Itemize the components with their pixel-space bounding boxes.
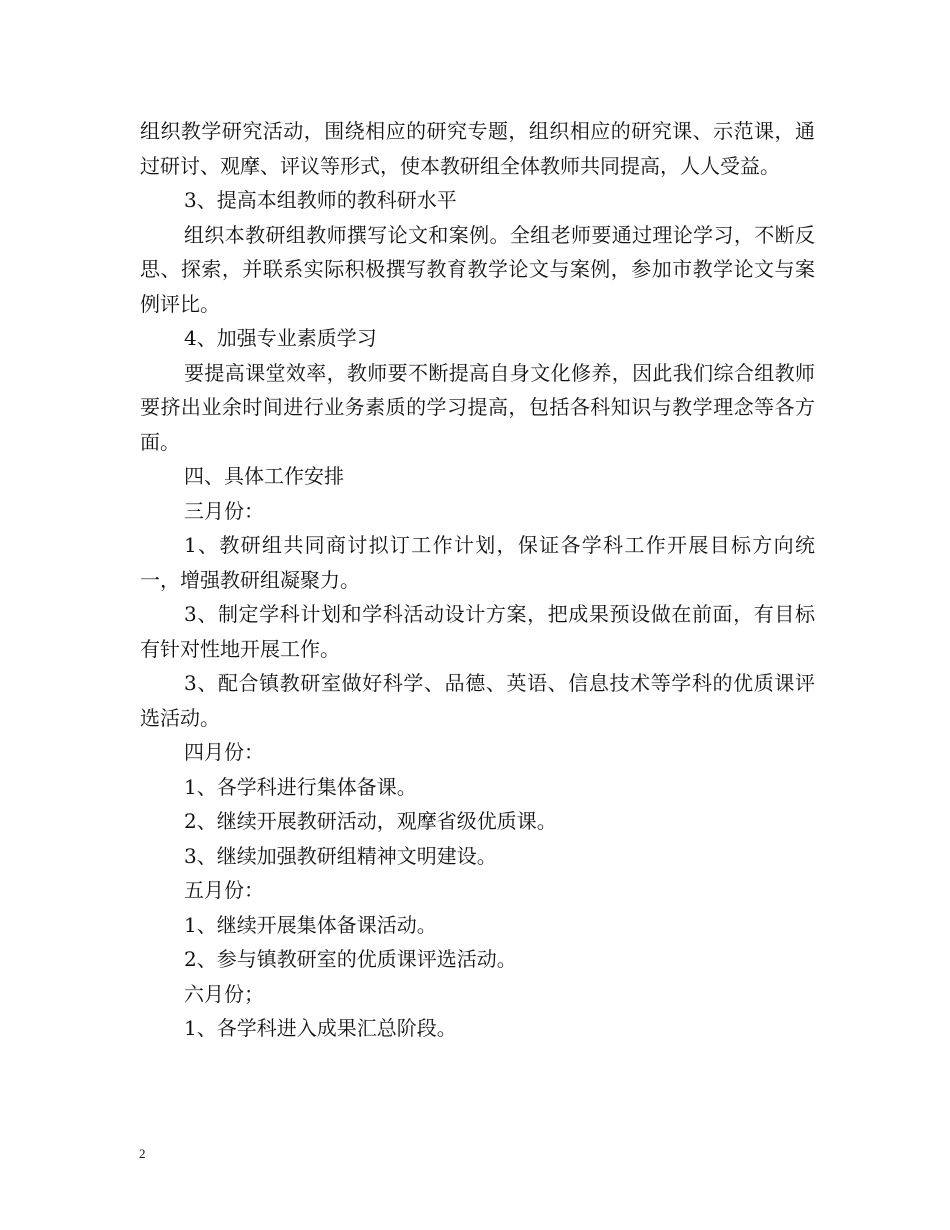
month-heading: 五月份： xyxy=(184,878,264,902)
month-heading: 三月份： xyxy=(184,498,264,523)
list-item: 2、参与镇教研室的优质课评选活动。 xyxy=(184,947,517,971)
paragraph: 组织本教研组教师撰写论文和案例。全组老师要通过理论学习，不断反思、探索，并联系实际积极撰写教育教学论文与案例，参加市教学论文与案例评比。 xyxy=(140,222,815,316)
list-item: 1、各学科进入成果汇总阶段。 xyxy=(184,1016,457,1040)
paragraph: 组织教学研究活动，围绕相应的研究专题，组织相应的研究课、示范课，通过研讨、观摩、评议等形式，使本教研组全体教师共同提高，人人受益。 xyxy=(140,119,815,178)
paragraph: 3、制定学科计划和学科活动设计方案，把成果预设做在前面，有目标有针对性地开展工作。 xyxy=(140,602,815,661)
paragraph: 4、加强专业素质学习 xyxy=(184,326,377,350)
page-number: 2 xyxy=(139,1146,146,1161)
list-item: 1、各学科进行集体备课。 xyxy=(184,774,417,799)
list-item: 2、继续开展教研活动，观摩省级优质课。 xyxy=(184,809,557,833)
list-item: 1、继续开展集体备课活动。 xyxy=(184,912,437,937)
month-heading: 六月份； xyxy=(184,981,264,1006)
month-heading: 四月份： xyxy=(184,740,264,764)
paragraph: 1、教研组共同商讨拟订工作计划，保证各学科工作开展目标方向统一，增强教研组凝聚力。 xyxy=(140,533,815,592)
document-body xyxy=(140,114,815,1046)
paragraph: 要提高课堂效率，教师要不断提高自身文化修养，因此我们综合组教师要挤出业余时间进行业务素质的学习提高，包括各科知识与教学理念等各方面。 xyxy=(140,360,815,454)
list-item: 3、继续加强教研组精神文明建设。 xyxy=(184,843,497,868)
paragraph: 3、提高本组教师的教科研水平 xyxy=(184,188,457,212)
paragraph: 3、配合镇教研室做好科学、品德、英语、信息技术等学科的优质课评选活动。 xyxy=(140,671,815,730)
section-heading: 四、具体工作安排 xyxy=(184,464,344,488)
